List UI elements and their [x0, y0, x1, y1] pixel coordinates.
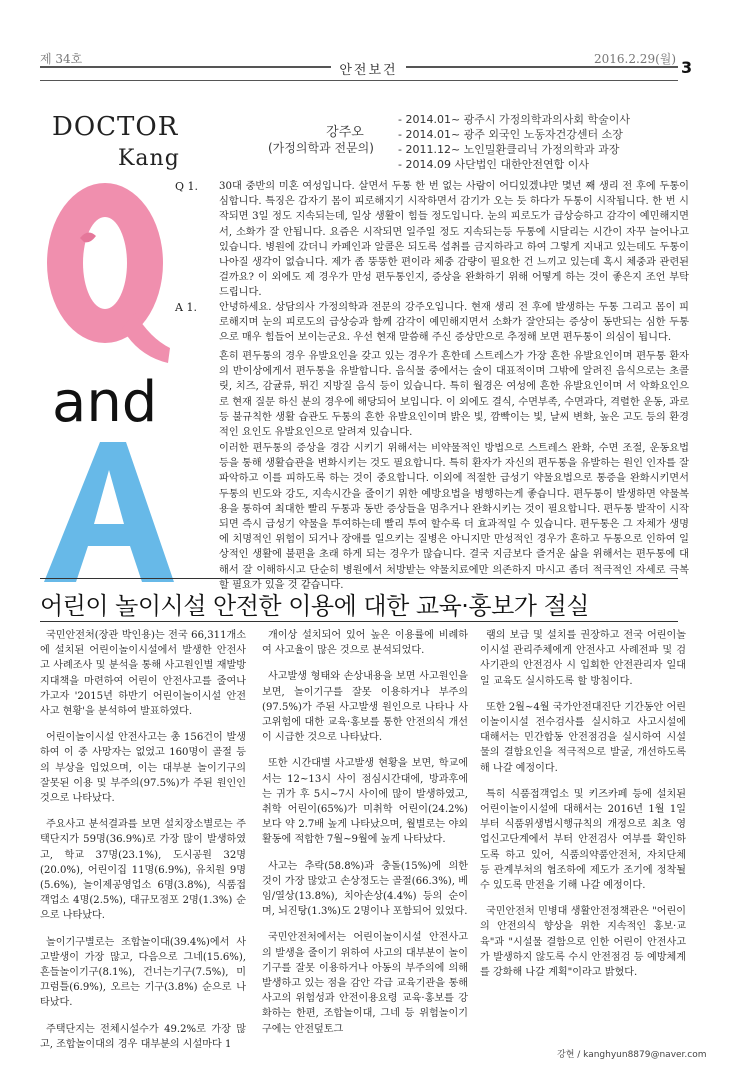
career-item: - 2011.12~ 노인밀환클리닉 가정의학과 과장 — [398, 143, 620, 156]
q-letter-counter — [83, 217, 127, 309]
article-paragraph: 또한 시간대별 사고발생 현황을 보면, 학교에서는 12~13시 사이 점심시간대에, 방과후에는 귀가 후 5시~7시 사이에 많이 발생하였고, 취학 어린이(65%)가 미취학 어린이(24.2%)보다 약 2.7배 높게 나타났으며, 월별로는 야외활동에 적합한 7월~9월에 높게 나타났다. — [262, 758, 468, 846]
article-column-1 — [40, 628, 246, 1063]
article-column-2 — [262, 628, 468, 1048]
section-title — [0, 59, 737, 78]
career-item: - 2014.09 사단법인 대한안전연합 이사 — [398, 158, 589, 171]
answer-paragraph: 안녕하세요. 상담의사 가정의학과 전문의 강주오입니다. 현재 생리 전 후에 발생하는 두통 그리고 몸이 피로해지며 눈의 피로도의 급상승과 함께 감각이 예민해지면서 소화가 잘안되는 증상이 동반되는 심한 두통으로 매우 힘들어 보이는군요. 우선 현재 말씀해 주신 증상만으로 추정해 보면 편두통이 의심이 됩니다. — [219, 302, 689, 344]
kang-word: Kang — [118, 146, 180, 171]
answer-paragraph: 이러한 편두통의 증상을 경감 시키기 위해서는 비약물적인 방법으로 스트레스 완화, 수면 조절, 운동요법 등을 통해 생활습관을 변화시키는 것도 필요합니다. 특히 환자가 자신의 편두통을 유발하는 원인 인자를 잘 파악하고 이를 피하도록 하는 것이 중요합니다. 이외에 적절한 급성기 약물요법으로 통증을 완화시키면서 두통의 빈도와 강도, 지속시간을 줄이기 위한 예방요법을 병행하는게 좋습니다. 편두통이 발생하면 약물복용을 통하여 최대한 빨리 두통과 동반 증상들을 멈추거나 완화시키는 것이 필요합니다. 편두통 발작이 시작되면 즉시 급성기 약물을 투여하는데 빨리 투여 할수록 더 효과적일 수 있습니다. 편두통은 그 자체가 생명에 치명적인 위험이 되거나 장애를 일으키는 질병은 아니지만 만성적인 경우가 흔하고 두통으로 인하여 일상적인 생활에 불편을 초래 하게 되는 경우가 많습니다. 결국 지금보다 즐거운 삶을 위해서는 편두통에 대해서 잘 이해하시고 단순히 병원에서 처방받는 약물치료에만 의존하지 마시고 좀더 적극적인 자세로 극복할 필요가 있을 것 같습니다. — [219, 443, 689, 591]
a-letter-shape — [44, 442, 174, 582]
article-paragraph: 어린이놀이시설 안전사고는 총 156건이 발생하여 이 중 사망자는 없었고 160명이 골절 등의 부상을 입었으며, 이는 대부분 놀이기구의 잘못된 이용 및 부주의(97.5%)가 주된 원인인 것으로 나타났다. — [40, 732, 246, 805]
career-item: - 2014.01~ 광주시 가정의학과의사회 학술이사 — [398, 113, 631, 126]
headline-divider — [40, 621, 678, 622]
career-item: - 2014.01~ 광주 외국인 노동자건강센터 소장 — [398, 128, 623, 141]
reporter-byline: 강현 / kanghyun8879@naver.com — [557, 1050, 707, 1060]
answer-label: A 1. — [175, 301, 197, 314]
article-paragraph: 놀이기구별로는 조합놀이대(39.4%)에서 사고발생이 가장 많고, 다음으로 그네(15.6%), 흔들놀이기구(8.1%), 건너는기구(7.5%), 미끄럼틀(6.9%), 오르는 기구(3.8%) 순으로 나타났다. — [40, 936, 246, 1009]
article-paragraph: 또한 2월~4월 국가안전대진단 기간동안 어린이놀이시설 전수검사를 실시하고 사고시설에 대해서는 민간합동 안전점검을 실시하여 시설물의 결함요인을 적극적으로 발굴, 개선하도록 해 나갈 예정이다. — [480, 701, 686, 774]
doctor-career — [398, 112, 630, 172]
article-paragraph: 특히 식품접객업소 및 키즈카페 등에 설치된 어린이놀이시설에 대해서는 2016년 1월 1일부터 식품위생법시행규칙의 개정으로 최초 영업신고단계에서 부터 안전검사 여부를 확인하도록 하고 있어, 식품의약품안전처, 자치단체 등 관계부처의 협조하에 제도가 조기에 정착될 수 있도록 만전을 기해 나갈 예정이다. — [480, 788, 686, 892]
question-label: Q 1. — [175, 180, 199, 193]
issue-number: 제 34호 — [40, 52, 83, 66]
q-letter-graphic — [40, 178, 170, 368]
doctor-word: DOCTOR — [52, 112, 179, 142]
a-letter-graphic — [38, 442, 174, 582]
article-paragraph: 램의 보급 및 설치를 권장하고 전국 어린이놀이시설 관리주체에게 안전사고 사례전파 및 검사기관의 안전검사 시 입회한 안전관리자 일대일 교육도 실시하도록 할 방침이다. — [480, 630, 686, 687]
article-paragraph: 주택단지는 전체시설수가 49.2%로 가장 많고, 조합놀이대의 경우 대부분의 시설마다 1 — [40, 1023, 246, 1050]
article-column-3 — [480, 628, 686, 991]
article-divider — [40, 578, 678, 579]
doctor-name: 강주오 — [326, 125, 364, 140]
article-paragraph: 사고는 추락(58.8%)과 충돌(15%)에 의한 것이 가장 많았고 손상정도는 골절(66.3%), 베임/열상(13.8%), 치아손상(4.4%) 등의 순이며, 뇌진탕(1.3%)도 2명이나 포함되어 있었다. — [262, 860, 468, 918]
section-title-text: 안전보건 — [331, 63, 405, 78]
and-word: and — [52, 370, 158, 435]
header-rule-bottom — [40, 80, 678, 81]
article-paragraph: 사고발생 형태와 손상내용을 보면 사고원인을 보면, 놀이기구를 잘못 이용하거나 부주의(97.5%)가 주된 사고발생 원인으로 나타나 사고위험에 대한 교육·홍보를 통한 안전의식 개선이 시급한 것으로 나타났다. — [262, 671, 468, 744]
issue-date: 2016.2.29(월) — [594, 52, 677, 66]
article-paragraph: 국민안전처(장관 박인용)는 전국 66,311개소에 설치된 어린이놀이시설에서 발생한 안전사고 사례조사 및 분석을 통해 사고원인별 재발방지대책을 마련하여 어린이 안전사고를 줄여나가고자 '2015년 하반기 어린이놀이시설 안전사고 현황'을 분석하여 발표하였다. — [40, 630, 246, 718]
doctor-title: (가정의학과 전문의) — [268, 141, 374, 155]
article-paragraph: 주요사고 분석결과를 보면 설치장소별로는 주택단지가 59명(36.9%)로 가장 많이 발생하였고, 학교 37명(23.1%), 도시공원 32명(20.0%), 어린이집 11명(6.9%), 유치원 9명(5.6%), 놀이제공영업소 6명(3.8%), 식품접객업소 4명(2.5%), 대규모점포 2명(1.3%) 순으로 나타났다. — [40, 819, 246, 922]
page-number: 3 — [681, 58, 693, 77]
q-letter-tail — [122, 313, 170, 363]
article-headline: 어린이 놀이시설 안전한 이용에 대한 교육·홍보가 절실 — [40, 592, 589, 620]
question-text: 30대 중반의 미혼 여성입니다. 살면서 두통 한 번 없는 사람이 어디있겠냐만 몇년 째 생리 전 후에 두통이 심합니다. 특징은 갑자기 몸이 피로해지기 시작하면서 감기가 오는 듯 하다가 두통이 시작됩니다. 한 번 시작되면 3일 정도 지속되는데, 일상 생활이 힘들 정도입니다. 눈의 피로도가 급상승하고 감각이 예민해지면서, 소화가 잘 안됩니다. 요즘은 시작되면 일주일 정도 지속되는등 두통에 시달리는 시간이 자꾸 늘어나고 있습니다. 병원에 갔더니 카페인과 알콜은 되도록 섭취를 금지하라고 하여 그렇게 지내고 있는데도 두통이 나아질 생각이 없습니다. 제가 좀 뚱뚱한 편이라 체중 감량이 필요한 건 느끼고 있는데 혹시 체중과 관련된걸까요? 이 외에도 제 경우가 만성 편두통인지, 증상을 완화하기 위해 어떻게 하는 것이 좋은지 조언 부탁드립니다. — [219, 181, 689, 299]
answer-paragraph: 흔히 편두통의 경우 유발요인을 갖고 있는 경우가 흔한데 스트레스가 가장 흔한 유발요인이며 편두통 환자의 반이상에게서 편두통을 유발합니다. 음식물 중에서는 술이 대표적이며 그밖에 알려진 음식으로는 초콜릿, 치즈, 감귤류, 튀긴 지방질 음식 등이 있습니다. 특히 월경은 여성에 흔한 유발요인이며 서 악화요인으로 현재 질문 하신 분의 경우에 해당되어 보입니다. 이 외에도 결식, 수면부족, 수면과다, 격렬한 운동, 과로 등 불규칙한 생활 습관도 두통의 흔한 유발요인이며 밝은 빛, 깜빡이는 빛, 날씨 변화, 높은 고도 등의 환경적인 요인도 유발요인으로 알려져 있습니다. — [219, 351, 689, 439]
article-paragraph: 국민안전처 민병대 생활안전정책관은 "어린이의 안전의식 향상을 위한 지속적인 홍보·교육"과 "시설물 결함으로 인한 어린이 안전사고가 발생하지 않도록 수시 안전점검 등 예방체계를 강화해 나갈 계획"이라고 밝혔다. — [480, 906, 686, 979]
article-paragraph: 국민안전처에서는 어린이놀이시설 안전사고의 발생을 줄이기 위하여 사고의 대부분이 놀이기구를 잘못 이용하거나 아동의 부주의에 의해 발생하고 있는 점을 감안 각급 교육기관을 통해 사고의 위험성과 안전이용요령 교육·홍보를 강화하는 한편, 조합놀이대, 그네 등 위험놀이기구에는 안전덮토그 — [262, 932, 468, 1035]
article-paragraph: 개이상 설치되어 있어 높은 이용률에 비례하여 사고율이 많은 것으로 분석되었다. — [262, 630, 468, 657]
